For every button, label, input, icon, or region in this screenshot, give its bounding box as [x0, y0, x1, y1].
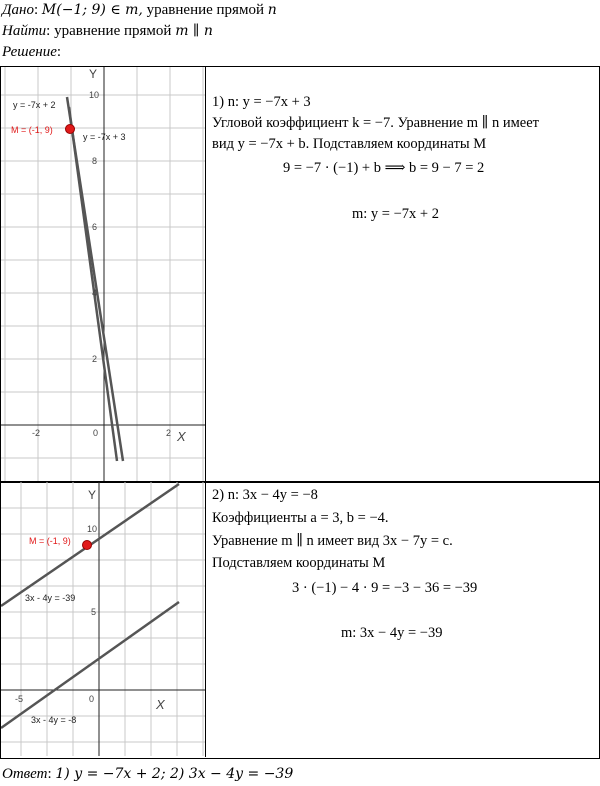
part1-step4: 9 = −7 · (−1) + b ⟹ b = 9 − 7 = 2	[283, 160, 485, 176]
line-n-2	[1, 602, 179, 728]
point-label-2: M = (-1, 9)	[29, 536, 71, 546]
line-n-label-2: 3x - 4y = -8	[31, 715, 77, 725]
tick-x-0-2: 0	[89, 694, 95, 704]
line-n-label: y = -7x + 3	[83, 132, 126, 142]
given-line: Дано: M(−1; 9) ∈ m, уравнение прямой n	[2, 2, 277, 18]
find-line: Найти: уравнение прямой m ∥ n	[2, 23, 213, 39]
find-text: уравнение прямой	[54, 23, 172, 39]
given-text: уравнение прямой	[146, 2, 264, 18]
tick-y-4: 4	[92, 288, 98, 298]
graph-2	[1, 482, 205, 756]
line-m-label: y = -7x + 2	[13, 100, 56, 110]
y-axis-label: Y	[89, 67, 98, 81]
part2-step1: 2) n: 3x − 4y = −8	[212, 487, 318, 503]
part2-step2: Коэффициенты a = 3, b = −4.	[212, 510, 389, 526]
tick-x-neg5-2: -5	[15, 694, 24, 704]
table-2-divider	[205, 481, 206, 757]
tick-x-2: 2	[166, 428, 172, 438]
answer-text: 1) y = −7x + 2; 2) 3x − 4y = −39	[55, 766, 294, 782]
tick-y-10: 10	[89, 90, 100, 100]
answer-line: Ответ: 1) y = −7x + 2; 2) 3x − 4y = −39	[2, 766, 294, 782]
part2-step3: Уравнение m ∥ n имеет вид 3x − 7y = c.	[212, 533, 453, 549]
part1-step3: вид y = −7x + b. Подставляем координаты M	[212, 136, 487, 152]
tick-x-0: 0	[93, 428, 99, 438]
point-m	[66, 125, 75, 134]
part2-step4: Подставляем координаты M	[212, 555, 386, 571]
point-m-2	[83, 541, 92, 550]
given-math: M(−1; 9) ∈ m,	[41, 2, 143, 18]
part2-result: m: 3x − 4y = −39	[341, 625, 443, 641]
tick-y-2: 2	[92, 354, 98, 364]
tick-y-5-2: 5	[91, 607, 97, 617]
solution-line: Решение:	[2, 44, 62, 60]
find-math: m ∥ n	[175, 23, 213, 39]
solution-label: Решение	[2, 44, 57, 60]
given-n: n	[267, 2, 277, 18]
point-label: M = (-1, 9)	[11, 125, 53, 135]
graph-1	[1, 67, 205, 481]
part1-step2: Угловой коэффициент k = −7. Уравнение m ∥ n имеет	[212, 115, 539, 131]
tick-y-6: 6	[92, 222, 98, 232]
x-axis-label: X	[177, 429, 186, 444]
line-n	[67, 97, 123, 461]
find-label: Найти	[2, 23, 47, 39]
given-label: Дано	[2, 2, 34, 18]
x-axis-label-2: X	[156, 697, 165, 712]
tick-y-10-2: 10	[87, 524, 98, 534]
part1-step1: 1) n: y = −7x + 3	[212, 94, 311, 110]
part2-step5: 3 · (−1) − 4 · 9 = −3 − 36 = −39	[292, 580, 478, 596]
answer-label: Ответ	[2, 766, 48, 782]
part1-result: m: y = −7x + 2	[352, 206, 439, 222]
tick-x-neg2: -2	[32, 428, 41, 438]
table-1-divider	[205, 66, 206, 482]
tick-y-8: 8	[92, 156, 98, 166]
line-m-label-2: 3x - 4y = -39	[25, 593, 76, 603]
y-axis-label-2: Y	[88, 488, 97, 502]
